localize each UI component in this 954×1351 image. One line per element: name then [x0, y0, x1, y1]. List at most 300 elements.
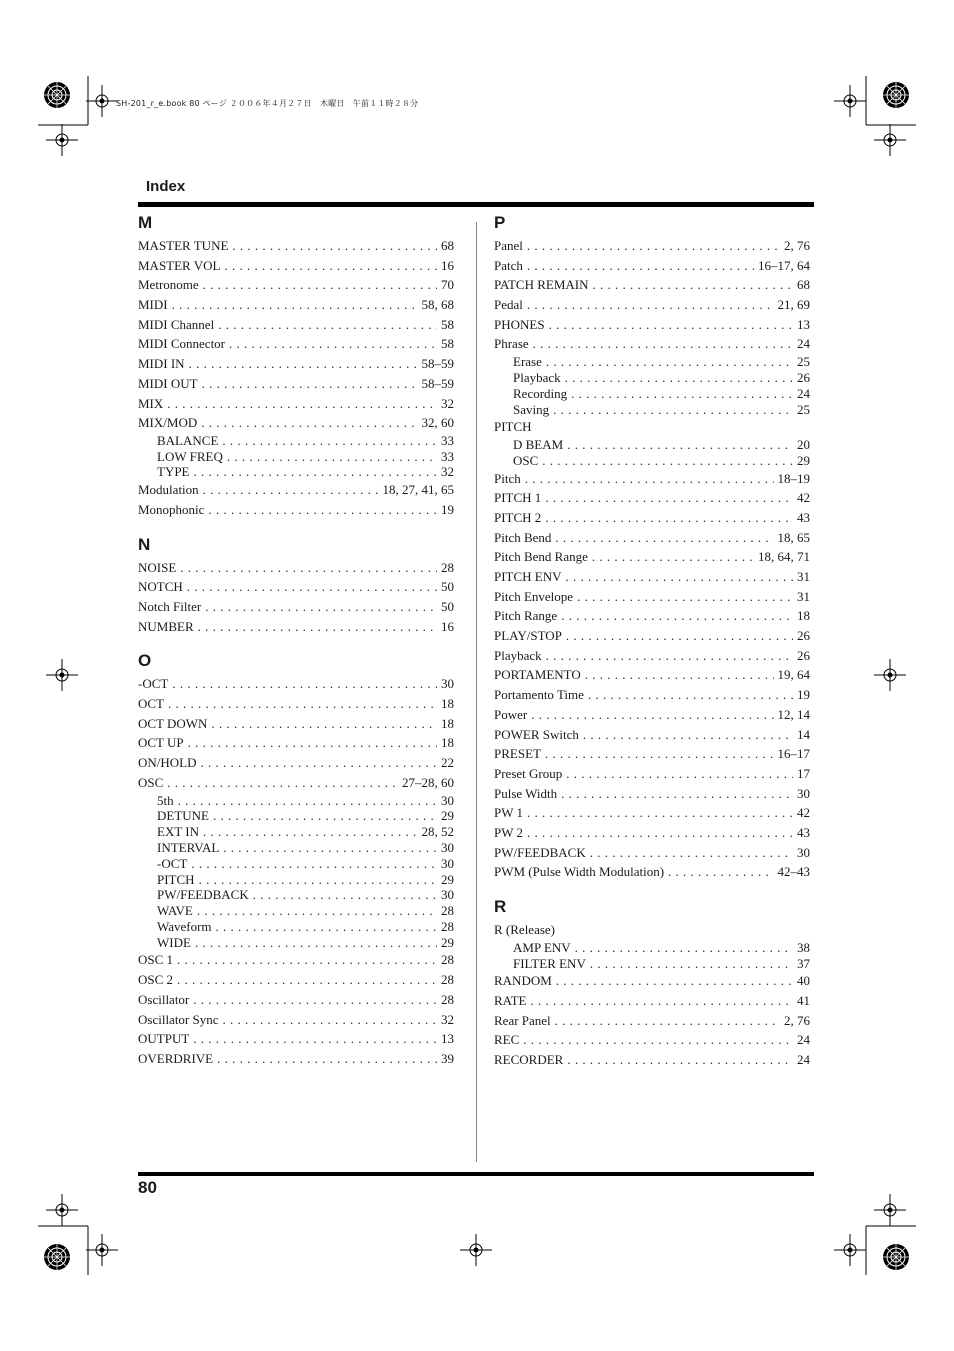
entry-term: 5th — [157, 792, 174, 808]
dot-leader — [555, 1011, 780, 1031]
dot-leader — [177, 970, 437, 990]
dot-leader — [523, 1030, 793, 1050]
entry-pages: 16–17, 64 — [758, 257, 810, 273]
dot-leader — [201, 413, 417, 433]
entry-term: Modulation — [138, 482, 199, 498]
dot-leader — [223, 840, 437, 856]
entry-pages: 24 — [797, 385, 810, 401]
entry-pages: 18, 65 — [777, 529, 810, 545]
index-subentry[interactable] — [494, 354, 810, 370]
entry-pages: 2, 76 — [784, 1012, 810, 1028]
dot-leader — [531, 705, 773, 725]
entry-pages: 16 — [441, 257, 454, 273]
entry-pages: 37 — [797, 955, 810, 971]
dot-leader — [566, 626, 793, 646]
dot-leader — [172, 674, 437, 694]
index-entry[interactable] — [494, 587, 810, 607]
index-entry[interactable] — [138, 354, 454, 374]
dot-leader — [203, 480, 379, 500]
entry-term: ON/HOLD — [138, 755, 197, 771]
dot-leader — [575, 940, 793, 956]
index-entry[interactable] — [138, 374, 454, 394]
index-subentry[interactable] — [138, 793, 454, 809]
entry-term: Recording — [513, 385, 568, 401]
index-entry[interactable] — [138, 617, 454, 637]
entry-term: MASTER TUNE — [138, 238, 229, 253]
entry-pages: 30 — [797, 785, 810, 801]
index-subentry[interactable] — [138, 433, 454, 449]
entry-term: PITCH — [157, 871, 195, 887]
index-entry[interactable] — [138, 753, 454, 773]
entry-term: Playback — [513, 369, 561, 385]
dot-leader — [205, 597, 437, 617]
index-entry[interactable] — [138, 714, 454, 734]
index-entry[interactable] — [494, 417, 810, 437]
entry-pages: 30 — [797, 844, 810, 860]
dot-leader — [191, 856, 437, 872]
entry-term: OSC — [138, 774, 164, 790]
index-entry[interactable] — [138, 990, 454, 1010]
index-entry[interactable] — [494, 843, 810, 863]
entry-pages: 29 — [441, 934, 454, 950]
index-subentry[interactable] — [138, 840, 454, 856]
entry-pages: 68 — [797, 277, 810, 293]
index-entry[interactable] — [494, 803, 810, 823]
entry-pages: 30 — [441, 839, 454, 855]
entry-term: OVERDRIVE — [138, 1050, 214, 1066]
entry-term: MIDI OUT — [138, 375, 198, 391]
index-entry[interactable] — [138, 773, 454, 793]
dot-leader — [668, 862, 773, 882]
entry-pages: 43 — [797, 824, 810, 840]
dot-leader — [546, 354, 793, 370]
letter-heading: O — [138, 651, 152, 671]
dot-leader — [566, 567, 793, 587]
entry-pages: 31 — [797, 588, 810, 604]
dot-leader — [188, 733, 437, 753]
entry-pages: 21, 69 — [777, 297, 810, 313]
index-entry[interactable] — [138, 334, 454, 354]
dot-leader — [227, 449, 437, 465]
dot-leader — [232, 236, 437, 256]
entry-term: WIDE — [157, 934, 191, 950]
entry-term: RECORDER — [494, 1052, 564, 1068]
dot-leader — [168, 694, 437, 714]
dot-leader — [229, 334, 437, 354]
entry-term: PW/FEEDBACK — [157, 887, 249, 903]
entry-term: -OCT — [138, 676, 169, 692]
entry-pages: 26 — [797, 628, 810, 644]
entry-term: EXT IN — [157, 824, 200, 840]
index-entry[interactable] — [494, 275, 810, 295]
entry-pages: 17 — [797, 765, 810, 781]
entry-pages: 27–28, 60 — [402, 774, 454, 790]
entry-term: Monophonic — [138, 501, 205, 517]
entry-term: Pitch — [494, 470, 521, 486]
index-entry[interactable] — [494, 665, 810, 685]
dot-leader — [531, 991, 794, 1011]
entry-pages: 22 — [441, 755, 454, 771]
entry-term: Waveform — [157, 918, 212, 934]
entry-pages: 33 — [441, 448, 454, 464]
index-entry[interactable] — [494, 685, 810, 705]
dot-leader — [197, 903, 437, 919]
entry-pages: 28, 52 — [421, 824, 454, 840]
entry-pages: 30 — [441, 855, 454, 871]
index-entry[interactable] — [494, 295, 810, 315]
index-entry[interactable] — [138, 413, 454, 433]
index-entry[interactable] — [138, 295, 454, 315]
dot-leader — [203, 824, 417, 840]
dot-leader — [195, 935, 437, 951]
entry-term: DETUNE — [157, 808, 209, 824]
dot-leader — [585, 665, 774, 685]
dot-leader — [527, 803, 793, 823]
index-subentry[interactable] — [494, 370, 810, 386]
entry-term: FILTER ENV — [513, 955, 586, 971]
entry-pages: 13 — [441, 1031, 454, 1047]
dot-leader — [593, 275, 793, 295]
entry-pages: 18 — [441, 735, 454, 751]
entry-term: Rear Panel — [494, 1012, 551, 1028]
letter-heading: R — [494, 897, 507, 917]
index-entry[interactable] — [138, 950, 454, 970]
dot-leader — [167, 773, 398, 793]
dot-leader — [567, 1050, 793, 1070]
index-subentry[interactable] — [138, 449, 454, 465]
entry-term: R (Release) — [494, 922, 556, 938]
index-entry[interactable] — [138, 315, 454, 335]
dot-leader — [583, 725, 793, 745]
entry-term: MASTER VOL — [138, 257, 221, 273]
index-subentry[interactable] — [494, 386, 810, 402]
index-entry[interactable] — [138, 577, 454, 597]
entry-pages: 24 — [797, 1052, 810, 1068]
dot-leader — [194, 464, 438, 480]
entry-pages: 58–59 — [421, 356, 454, 372]
entry-pages: 19 — [797, 687, 810, 703]
dot-leader — [201, 753, 438, 773]
entry-pages: 28 — [441, 918, 454, 934]
entry-pages: 18 — [441, 715, 454, 731]
dot-leader — [177, 950, 437, 970]
dot-leader — [178, 793, 437, 809]
entry-term: Portamento Time — [494, 687, 584, 703]
index-subentry[interactable] — [138, 872, 454, 888]
dot-leader — [217, 1049, 437, 1069]
entry-pages: 58–59 — [421, 375, 454, 391]
dot-leader — [527, 236, 780, 256]
entry-term: Oscillator — [138, 991, 190, 1007]
index-subentry[interactable] — [138, 887, 454, 903]
entry-term: NOTCH — [138, 579, 183, 595]
entry-term: Pitch Bend — [494, 529, 552, 545]
entry-term: PITCH 1 — [494, 490, 542, 506]
index-entry[interactable] — [138, 500, 454, 520]
entry-term: Pitch Range — [494, 608, 558, 624]
entry-pages: 20 — [797, 437, 810, 452]
index-entry[interactable] — [494, 784, 810, 804]
entry-term: Power — [494, 706, 528, 722]
index-subentry[interactable] — [138, 919, 454, 935]
entry-term: Saving — [513, 401, 550, 417]
index-entry[interactable] — [494, 567, 810, 587]
entry-pages: 28 — [441, 972, 454, 988]
entry-term: PATCH REMAIN — [494, 277, 589, 293]
dot-leader — [556, 971, 793, 991]
index-entry[interactable] — [494, 991, 810, 1011]
index-entry[interactable] — [494, 488, 810, 508]
entry-pages: 18 — [441, 696, 454, 712]
entry-term: RATE — [494, 993, 527, 1008]
index-subentry[interactable] — [494, 940, 810, 956]
entry-pages: 2, 76 — [784, 238, 810, 253]
entry-pages: 28 — [441, 952, 454, 968]
index-entry[interactable] — [494, 606, 810, 626]
index-entry[interactable] — [494, 1050, 810, 1070]
index-entry[interactable] — [138, 275, 454, 295]
dot-leader — [527, 295, 774, 315]
entry-term: Erase — [513, 354, 542, 370]
entry-pages: 42 — [797, 805, 810, 821]
entry-term: D BEAM — [513, 437, 564, 452]
entry-pages: 18–19 — [777, 470, 810, 486]
entry-pages: 32 — [441, 464, 454, 480]
print-file-info: SH-201_r_e.book 80 ページ ２００６年４月２７日 木曜日 午前１１時２８分 — [116, 99, 419, 108]
index-entry[interactable] — [138, 694, 454, 714]
entry-pages: 24 — [797, 1032, 810, 1048]
index-entry[interactable] — [494, 508, 810, 528]
dot-leader — [213, 808, 437, 824]
entry-term: POWER Switch — [494, 726, 579, 742]
entry-pages: 38 — [797, 939, 810, 955]
entry-pages: 12, 14 — [777, 706, 810, 722]
entry-pages: 40 — [797, 973, 810, 989]
page-number: 80 — [138, 1178, 157, 1197]
index-entry[interactable] — [138, 480, 454, 500]
index-subentry[interactable] — [138, 856, 454, 872]
dot-leader — [542, 453, 793, 469]
entry-term: MIDI Channel — [138, 316, 215, 332]
dot-leader — [561, 606, 793, 626]
dot-leader — [193, 990, 437, 1010]
dot-leader — [545, 488, 793, 508]
index-subentry[interactable] — [138, 824, 454, 840]
entry-pages: 26 — [797, 647, 810, 663]
entry-term: PW 2 — [494, 824, 524, 840]
index-column-right — [494, 210, 810, 1070]
dot-leader — [590, 843, 793, 863]
index-entry[interactable] — [494, 315, 810, 335]
entry-pages: 28 — [441, 991, 454, 1007]
entry-term: Pulse Width — [494, 785, 558, 801]
entry-pages: 30 — [441, 792, 454, 808]
index-entry[interactable] — [494, 764, 810, 784]
dot-leader — [527, 256, 754, 276]
index-entry[interactable] — [494, 725, 810, 745]
entry-term: INTERVAL — [157, 839, 220, 855]
entry-pages: 32 — [441, 1011, 454, 1027]
entry-pages: 58, 68 — [421, 297, 454, 313]
entry-term: NOISE — [138, 559, 177, 575]
entry-pages: 68 — [441, 238, 454, 253]
index-entry[interactable] — [138, 733, 454, 753]
entry-pages: 16 — [441, 618, 454, 634]
section-title: Index — [146, 178, 186, 195]
entry-pages: 33 — [441, 432, 454, 448]
dot-leader — [549, 315, 793, 335]
entry-term: MIDI Connector — [138, 336, 226, 352]
dot-leader — [223, 1010, 437, 1030]
index-entry[interactable] — [494, 469, 810, 489]
entry-term: Playback — [494, 647, 542, 663]
index-entry[interactable] — [494, 823, 810, 843]
entry-pages: 41 — [797, 993, 810, 1008]
entry-term: MIDI IN — [138, 356, 185, 372]
entry-pages: 13 — [797, 316, 810, 332]
entry-term: MIDI — [138, 297, 168, 313]
entry-term: PRESET — [494, 746, 541, 762]
dot-leader — [253, 887, 437, 903]
dot-leader — [211, 714, 437, 734]
dot-leader — [198, 617, 437, 637]
dot-leader — [527, 823, 793, 843]
index-subentry[interactable] — [138, 903, 454, 919]
entry-term: MIX/MOD — [138, 415, 198, 431]
index-entry[interactable] — [138, 1010, 454, 1030]
header-rule — [138, 202, 814, 207]
dot-leader — [218, 315, 437, 335]
dot-leader — [199, 872, 437, 888]
entry-term: Phrase — [494, 336, 529, 352]
entry-pages: 28 — [441, 559, 454, 575]
index-entry[interactable] — [494, 547, 810, 567]
dot-leader — [180, 558, 437, 578]
dot-leader — [566, 764, 793, 784]
entry-term: OSC — [513, 452, 539, 468]
dot-leader — [553, 402, 793, 418]
entry-term: OCT DOWN — [138, 715, 208, 731]
dot-leader — [545, 508, 793, 528]
entry-term: AMP ENV — [513, 939, 571, 955]
entry-pages: 58 — [441, 316, 454, 332]
index-entry[interactable] — [138, 1049, 454, 1069]
entry-pages: 19, 64 — [777, 667, 810, 683]
dot-leader — [567, 437, 793, 453]
index-subentry[interactable] — [138, 464, 454, 480]
dot-leader — [592, 547, 754, 567]
entry-term: PITCH ENV — [494, 569, 562, 585]
entry-pages: 18 — [797, 608, 810, 624]
entry-term: -OCT — [157, 855, 188, 871]
entry-term: MIX — [138, 395, 164, 411]
entry-pages: 30 — [441, 887, 454, 903]
entry-pages: 30 — [441, 676, 454, 692]
dot-leader — [590, 956, 793, 972]
dot-leader — [224, 256, 437, 276]
entry-term: PITCH 2 — [494, 509, 542, 525]
dot-leader — [202, 374, 418, 394]
entry-term: REC — [494, 1032, 520, 1048]
dot-leader — [577, 587, 793, 607]
dot-leader — [172, 295, 418, 315]
entry-pages: 18, 27, 41, 65 — [382, 482, 454, 498]
index-entry[interactable] — [494, 862, 810, 882]
index-entry[interactable] — [138, 970, 454, 990]
index-entry[interactable] — [494, 971, 810, 991]
entry-term: PWM (Pulse Width Modulation) — [494, 864, 665, 880]
entry-term: WAVE — [157, 903, 193, 919]
dot-leader — [187, 577, 437, 597]
entry-pages: 14 — [797, 726, 810, 742]
entry-term: Pedal — [494, 297, 523, 313]
dot-leader — [167, 394, 437, 414]
index-entry[interactable] — [494, 744, 810, 764]
entry-term: Notch Filter — [138, 599, 202, 615]
entry-term: OCT — [138, 696, 164, 712]
index-entry[interactable] — [494, 256, 810, 276]
entry-pages: 29 — [441, 808, 454, 824]
entry-term: OCT UP — [138, 735, 184, 751]
index-entry[interactable] — [494, 1030, 810, 1050]
index-entry[interactable] — [494, 646, 810, 666]
index-entry[interactable] — [138, 1029, 454, 1049]
entry-pages: 24 — [797, 336, 810, 352]
entry-pages: 42–43 — [777, 864, 810, 880]
index-entry[interactable] — [138, 394, 454, 414]
index-subentry[interactable] — [494, 437, 810, 453]
index-subentry[interactable] — [138, 935, 454, 951]
entry-pages: 43 — [797, 509, 810, 525]
letter-heading: P — [494, 213, 506, 232]
entry-term: Oscillator Sync — [138, 1011, 219, 1027]
index-subentry[interactable] — [494, 453, 810, 469]
entry-term: PORTAMENTO — [494, 667, 581, 683]
index-column-left — [138, 210, 454, 1069]
entry-term: Pitch Envelope — [494, 588, 574, 604]
index-entry[interactable] — [138, 674, 454, 694]
entry-term: Panel — [494, 238, 523, 253]
index-entry[interactable] — [138, 256, 454, 276]
index-entry[interactable] — [494, 705, 810, 725]
dot-leader — [545, 744, 774, 764]
entry-pages: 29 — [441, 871, 454, 887]
index-subentry[interactable] — [494, 402, 810, 418]
index-entry[interactable] — [494, 1011, 810, 1031]
dot-leader — [525, 469, 774, 489]
dot-leader — [571, 386, 793, 402]
dot-leader — [533, 334, 793, 354]
dot-leader — [222, 433, 437, 449]
index-subentry[interactable] — [138, 808, 454, 824]
dot-leader — [546, 646, 793, 666]
entry-term: Preset Group — [494, 765, 563, 781]
index-entry[interactable] — [494, 626, 810, 646]
index-entry[interactable] — [494, 920, 810, 940]
index-entry[interactable] — [138, 236, 454, 256]
index-entry[interactable] — [494, 334, 810, 354]
index-entry[interactable] — [494, 236, 810, 256]
entry-pages: 29 — [797, 452, 810, 468]
index-entry[interactable] — [138, 558, 454, 578]
letter-heading: N — [138, 534, 151, 554]
index-entry[interactable] — [138, 597, 454, 617]
entry-pages: 32, 60 — [421, 415, 454, 431]
dot-leader — [203, 275, 437, 295]
index-subentry[interactable] — [494, 956, 810, 972]
index-entry[interactable] — [494, 528, 810, 548]
entry-pages: 28 — [441, 903, 454, 919]
